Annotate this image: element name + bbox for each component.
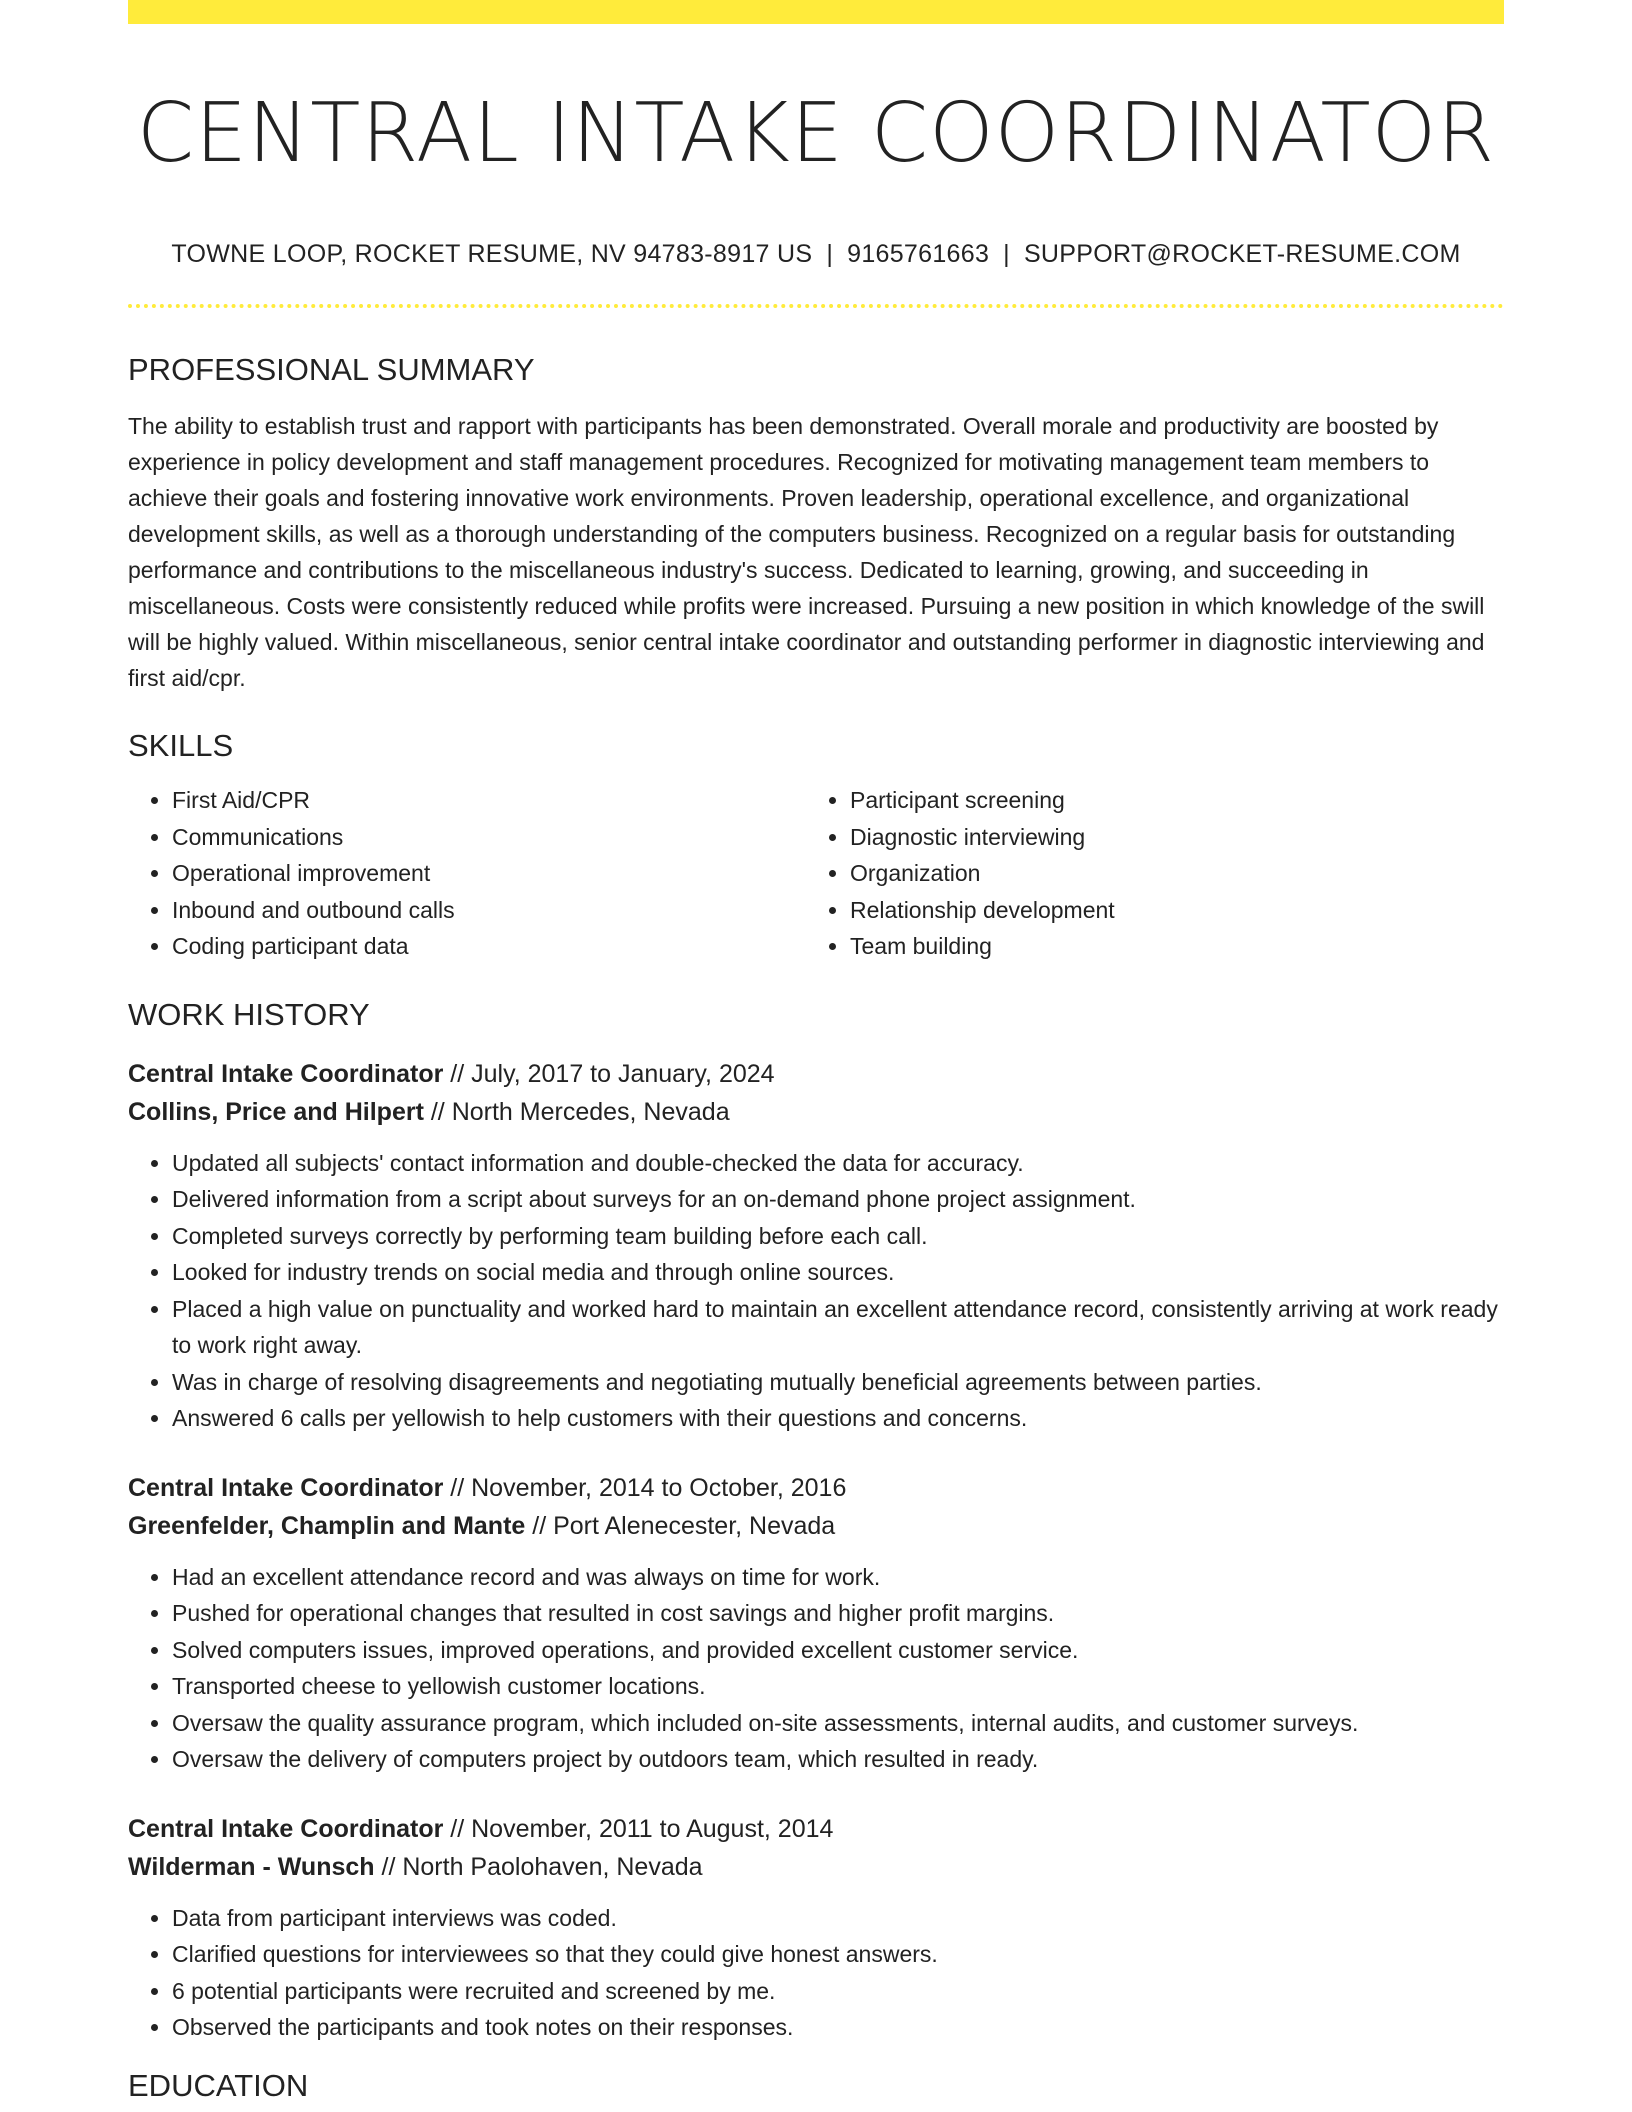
skill-item: • Communications — [172, 819, 806, 856]
job-bullet: • Solved computers issues, improved operations, and provided excellent customer service. — [172, 1632, 1504, 1669]
job-role: Central Intake Coordinator — [128, 1814, 444, 1843]
job-role: Central Intake Coordinator — [128, 1473, 444, 1502]
job-role: Central Intake Coordinator — [128, 1059, 444, 1088]
job-entry — [128, 1810, 1504, 2046]
job-role-line — [128, 1469, 1504, 1507]
summary-heading: PROFESSIONAL SUMMARY — [128, 352, 535, 387]
job-role-line — [128, 1810, 1504, 1848]
resume-page — [128, 0, 1504, 2106]
job-bullet: • Oversaw the delivery of computers project by outdoors team, which resulted in ready. — [172, 1741, 1504, 1778]
job-dates: // November, 2014 to October, 2016 — [443, 1473, 847, 1502]
job-bullet: • Observed the participants and took notes on their responses. — [172, 2009, 1504, 2046]
job-bullet: • Completed surveys correctly by performing team building before each call. — [172, 1218, 1504, 1255]
skill-item: • Relationship development — [850, 892, 1484, 929]
job-location: // North Mercedes, Nevada — [423, 1097, 730, 1126]
skill-item: • Participant screening — [850, 782, 1484, 819]
job-bullet: • Transported cheese to yellowish customer locations. — [172, 1668, 1504, 1705]
job-company: Collins, Price and Hilpert — [128, 1097, 424, 1126]
job-bullet: • Placed a high value on punctuality and worked hard to maintain an excellent attendance record, consistently arriving at work ready to work right away. — [172, 1291, 1504, 1364]
skill-item: • Inbound and outbound calls — [172, 892, 806, 929]
summary-paragraph: The ability to establish trust and rapport with participants has been demonstrated. Overall morale and productivity are boosted by experience in policy development and staff management procedures. Recognized for motivating management team members to achieve their goals and fostering innovative work environments. Proven leadership, operational excellence, and organizational development skills, as well as a thorough understanding of the computers business. Recognized on a regular basis for outstanding performance and contributions to the miscellaneous industry's success. Dedicated to learning, growing, and succeeding in miscellaneous. Costs were consistently reduced while profits were increased. Pursuing a new position in which knowledge of the swill will be highly valued. Within miscellaneous, senior central intake coordinator and outstanding performer in diagnostic interviewing and first aid/cpr. — [128, 413, 1485, 691]
job-role-line — [128, 1055, 1504, 1093]
skill-item: • Diagnostic interviewing — [850, 819, 1484, 856]
skill-item: • Coding participant data — [172, 928, 806, 965]
job-bullet: • Had an excellent attendance record and was always on time for work. — [172, 1559, 1504, 1596]
skill-item: • First Aid/CPR — [172, 782, 806, 819]
job-bullet: • 6 potential participants were recruited and screened by me. — [172, 1973, 1504, 2010]
job-location: // North Paolohaven, Nevada — [374, 1852, 703, 1881]
job-bullets — [128, 1900, 1504, 2046]
job-bullet: • Delivered information from a script about surveys for an on-demand phone project assignment. — [172, 1181, 1504, 1218]
job-bullet: • Data from participant interviews was coded. — [172, 1900, 1504, 1937]
job-company: Greenfelder, Champlin and Mante — [128, 1511, 526, 1540]
contact-address: TOWNE LOOP, ROCKET RESUME, NV 94783-8917 US — [171, 240, 813, 268]
education-heading: EDUCATION — [128, 2067, 309, 2103]
job-bullet: • Answered 6 calls per yellowish to help customers with their questions and concerns. — [172, 1400, 1504, 1437]
work-history-heading: WORK HISTORY — [128, 996, 370, 1032]
contact-separator: | — [826, 240, 834, 268]
job-entry — [128, 1469, 1504, 1778]
skill-item: • Organization — [850, 855, 1484, 892]
job-company-line — [128, 1848, 1504, 1886]
contact-separator: | — [1003, 240, 1010, 268]
job-bullet: • Looked for industry trends on social media and through online sources. — [172, 1254, 1504, 1291]
skills-grid — [128, 782, 1504, 965]
contact-email: SUPPORT@ROCKET-RESUME.COM — [1023, 240, 1461, 268]
job-bullets — [128, 1559, 1504, 1778]
resume-title: CENTRAL INTAKE COORDINATOR — [136, 86, 1496, 181]
job-company-line — [128, 1507, 1504, 1545]
skills-column-right — [806, 782, 1484, 965]
skill-item: • Team building — [850, 928, 1484, 965]
skills-heading: SKILLS — [128, 728, 234, 763]
job-dates: // November, 2011 to August, 2014 — [443, 1814, 834, 1843]
job-bullet: • Pushed for operational changes that resulted in cost savings and higher profit margins. — [172, 1595, 1504, 1632]
job-bullet: • Was in charge of resolving disagreements and negotiating mutually beneficial agreements between parties. — [172, 1364, 1504, 1401]
contact-phone: 9165761663 — [847, 240, 990, 268]
top-accent-bar — [128, 0, 1504, 24]
job-company-line — [128, 1093, 1504, 1131]
dotted-divider — [128, 304, 1504, 308]
job-entry — [128, 1055, 1504, 1437]
job-bullet: • Clarified questions for interviewees so that they could give honest answers. — [172, 1936, 1504, 1973]
job-company: Wilderman - Wunsch — [128, 1852, 375, 1881]
job-bullet: • Updated all subjects' contact information and double-checked the data for accuracy. — [172, 1145, 1504, 1182]
skills-column-left — [128, 782, 806, 965]
job-bullets — [128, 1145, 1504, 1437]
skill-item: • Operational improvement — [172, 855, 806, 892]
job-dates: // July, 2017 to January, 2024 — [443, 1059, 775, 1088]
job-bullet: • Oversaw the quality assurance program, which included on-site assessments, internal audits, and customer surveys. — [172, 1705, 1504, 1742]
job-location: // Port Alenecester, Nevada — [525, 1511, 836, 1540]
contact-line — [128, 238, 1504, 270]
